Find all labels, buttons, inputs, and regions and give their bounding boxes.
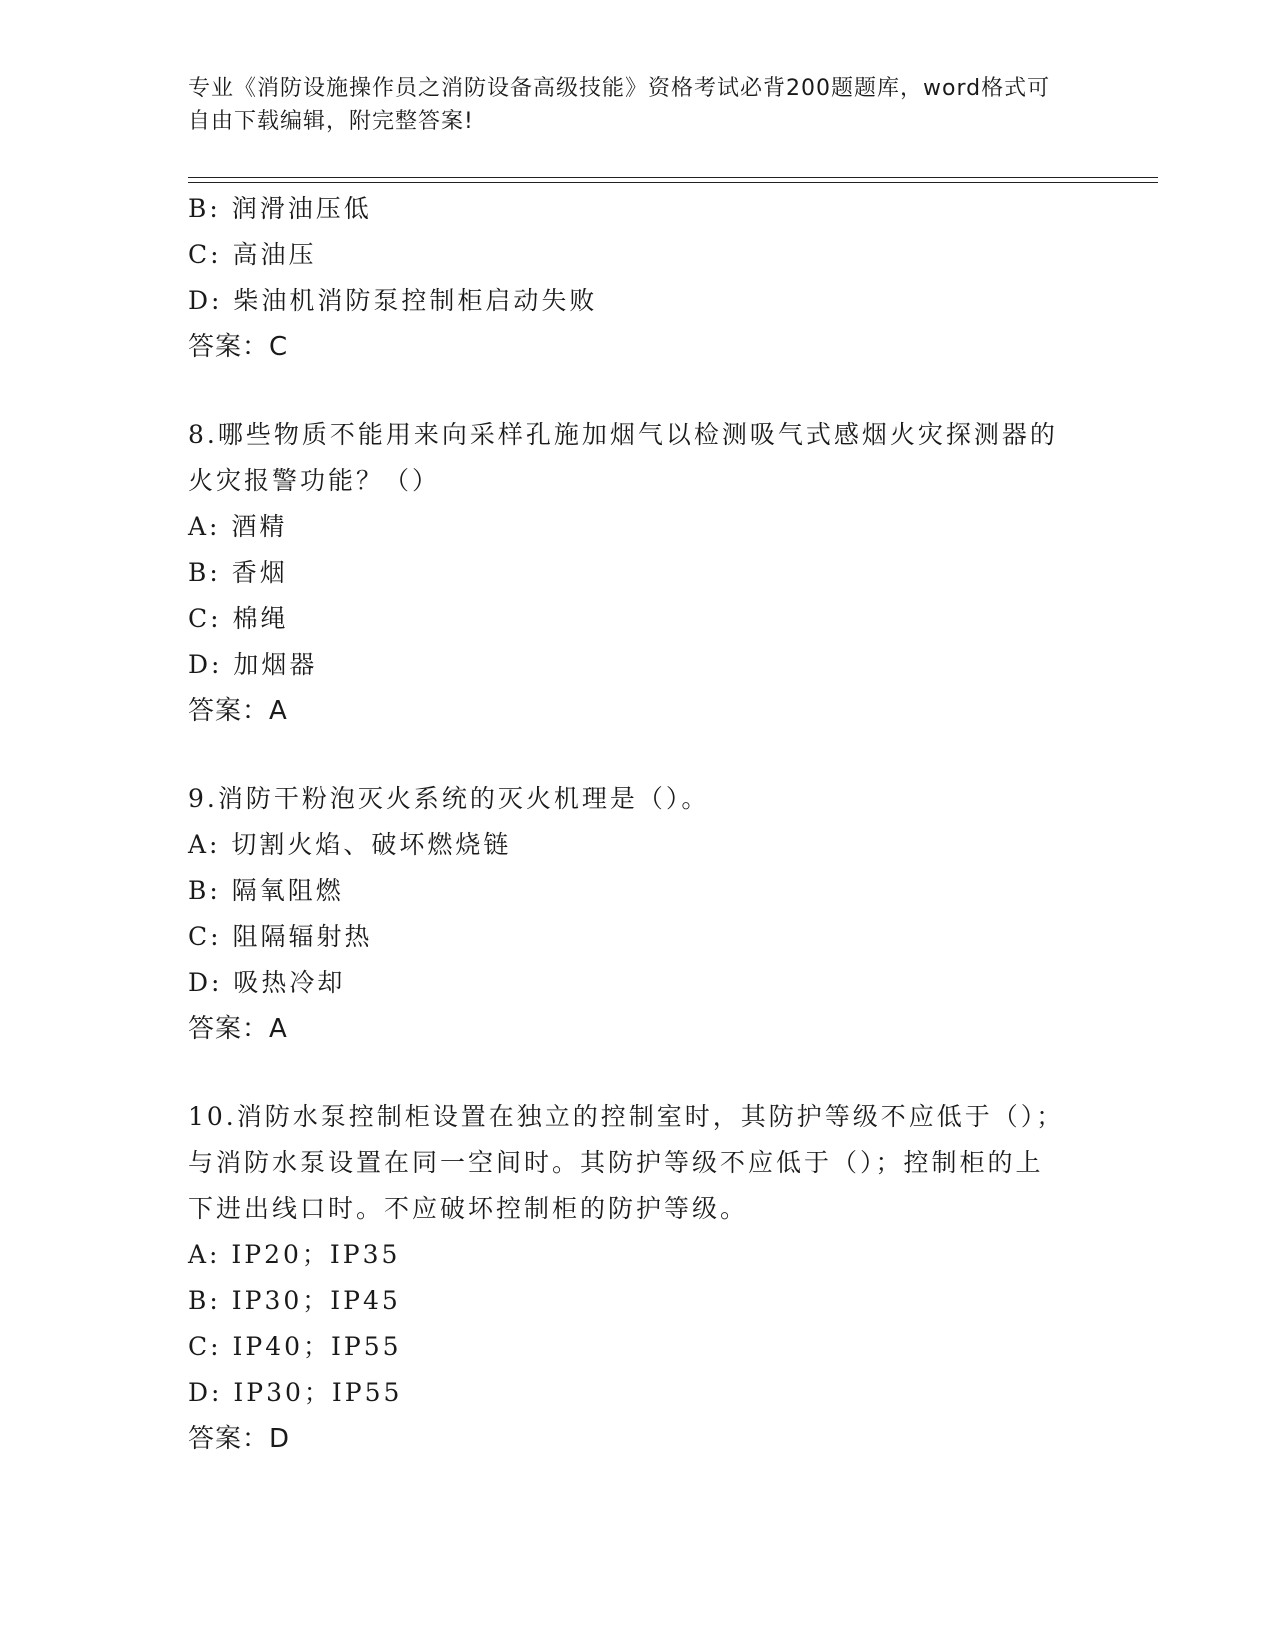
question-partial [188, 186, 1068, 370]
question-10 [188, 1094, 1068, 1462]
question-9 [188, 776, 1068, 1052]
option-c: C: 阻隔辐射热 [188, 922, 373, 951]
option-c: C: 棉绳 [188, 604, 289, 633]
option-b: B: 润滑油压低 [188, 194, 372, 223]
option-c: C: 高油压 [188, 240, 317, 269]
option-d: D: IP30；IP55 [188, 1378, 403, 1407]
answer-line: 答案：C [188, 332, 289, 362]
document-header: 专业《消防设施操作员之消防设备高级技能》资格考试必背200题题库，word格式可自由下载编辑，附完整答案! [188, 76, 1051, 134]
option-b: B: 隔氧阻燃 [188, 876, 344, 905]
answer-line: 答案：A [188, 696, 288, 726]
spacer [188, 370, 1068, 412]
question-stem: 8.哪些物质不能用来向采样孔施加烟气以检测吸气式感烟火灾探测器的火灾报警功能？（） [188, 420, 1058, 495]
answer-line: 答案：A [188, 1014, 288, 1044]
option-b: B: IP30；IP45 [188, 1286, 401, 1315]
header-divider-bottom [188, 182, 1158, 183]
answer-line: 答案：D [188, 1424, 291, 1454]
option-a: A: 切割火焰、破坏燃烧链 [188, 830, 512, 859]
option-a: A: 酒精 [188, 512, 288, 541]
option-b: B: 香烟 [188, 558, 288, 587]
spacer [188, 1052, 1068, 1094]
spacer [188, 734, 1068, 776]
question-list [188, 186, 1068, 1462]
option-c: C: IP40；IP55 [188, 1332, 402, 1361]
option-d: D: 柴油机消防泵控制柜启动失败 [188, 286, 598, 315]
question-stem: 10.消防水泵控制柜设置在独立的控制室时，其防护等级不应低于（）；与消防水泵设置在同一空间时。其防护等级不应低于（）；控制柜的上下进出线口时。不应破坏控制柜的防护等级。 [188, 1102, 1065, 1223]
option-a: A: IP20；IP35 [188, 1240, 401, 1269]
option-d: D: 加烟器 [188, 650, 318, 679]
question-stem: 9.消防干粉泡灭火系统的灭火机理是（）。 [188, 784, 710, 813]
option-d: D: 吸热冷却 [188, 968, 346, 997]
question-8 [188, 412, 1068, 734]
header-divider-top [188, 177, 1158, 178]
